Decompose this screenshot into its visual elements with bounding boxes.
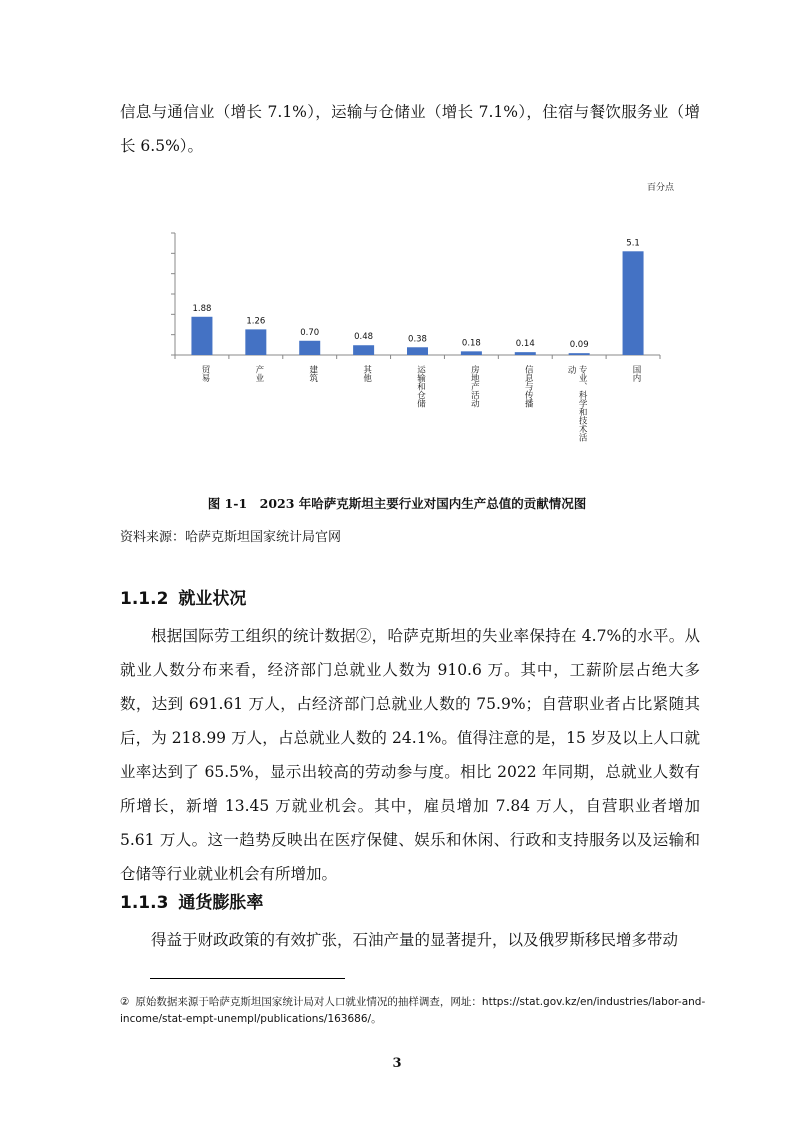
bar: [353, 345, 374, 355]
footnote: [120, 994, 720, 1028]
data-label: 0.14: [515, 339, 535, 350]
page-number: 3: [392, 1056, 402, 1071]
x-tick-label: 国内: [631, 365, 642, 382]
bar: [407, 347, 428, 355]
section-heading-employment: [120, 584, 246, 609]
data-label: 0.18: [461, 338, 481, 349]
figure-caption: 图 1-1 2023 年哈萨克斯坦主要行业对国内生产总值的贡献情况图: [207, 496, 587, 511]
figure-source: 资料来源：哈萨克斯坦国家统计局官网: [120, 530, 342, 545]
x-tick-label: 房地产活动: [469, 365, 480, 408]
x-tick-label: 其他: [361, 365, 372, 382]
section-heading-inflation: [120, 888, 263, 913]
section-title: 就业状况: [178, 589, 247, 609]
inflation-paragraph: 得益于财政政策的有效扩张，石油产量的显著提升，以及俄罗斯移民增多带动: [151, 931, 679, 949]
employment-paragraph: 根据国际劳工组织的统计数据②，哈萨克斯坦的失业率保持在 4.7%的水平。从就业人数分布来看，经济部门总就业人数为 910.6 万。其中，工薪阶层占绝大多数，达到 691.61 万人，占经济部门总就业人数的 75.9%；自营职业者占比紧随其后，为 218.99 万人，占总就业人数的 24.1%。值得注意的是，15 岁及以上人口就业率达到了 65.5%，显示出较高的劳动参与度。相比 2022 年同期，总就业人数有所增长，新增 13.45 万就业机会。其中，雇员增加 7.84 万人，自营职业者增加 5.61 万人。这一趋势反映出在医疗保健、娱乐和休闲、行政和支持服务以及运输和仓储等行业就业机会有所增加。: [120, 627, 700, 883]
footnote-divider: [150, 978, 345, 979]
bar: [245, 329, 266, 355]
data-label: 1.26: [246, 316, 266, 327]
data-label: 0.48: [354, 332, 374, 343]
bar: [569, 353, 590, 355]
section-title: 通货膨胀率: [178, 893, 264, 913]
section-number: 1.1.3: [120, 893, 169, 913]
section-number: 1.1.2: [120, 589, 169, 609]
intro-paragraph: 信息与通信业（增长 7.1%），运输与仓储业（增长 7.1%），住宿与餐饮服务业（增长 6.5%）。: [120, 103, 700, 155]
bar: [191, 317, 212, 355]
data-label: 0.70: [300, 327, 320, 338]
x-tick-label: 贸易: [199, 365, 210, 382]
data-label: 0.38: [408, 334, 427, 345]
bar: [461, 351, 482, 355]
bar: [623, 251, 644, 355]
footnote-text: 原始数据来源于哈萨克斯坦国家统计局对人口就业情况的抽样调查，网址：https://stat.gov.kz/en/industries/labor-and-income/stat-empt-unempl/publications/163686/。: [120, 996, 706, 1025]
bar: [515, 352, 536, 355]
footnote-mark: ②: [120, 996, 130, 1008]
bar-chart: [150, 225, 670, 475]
x-tick-label: 建筑: [307, 365, 318, 382]
chart-unit-label: 百分点: [646, 183, 674, 193]
x-tick-label: 运输和仓储: [415, 365, 426, 408]
x-tick-label: 信息与传播: [523, 365, 534, 408]
bar: [299, 341, 320, 355]
data-label: 0.09: [569, 340, 589, 351]
x-tick-label: 专业、科学和技术活动: [566, 365, 588, 442]
x-tick-label: 产业: [253, 365, 264, 382]
data-label: 5.1: [626, 238, 640, 249]
data-label: 1.88: [192, 303, 212, 314]
